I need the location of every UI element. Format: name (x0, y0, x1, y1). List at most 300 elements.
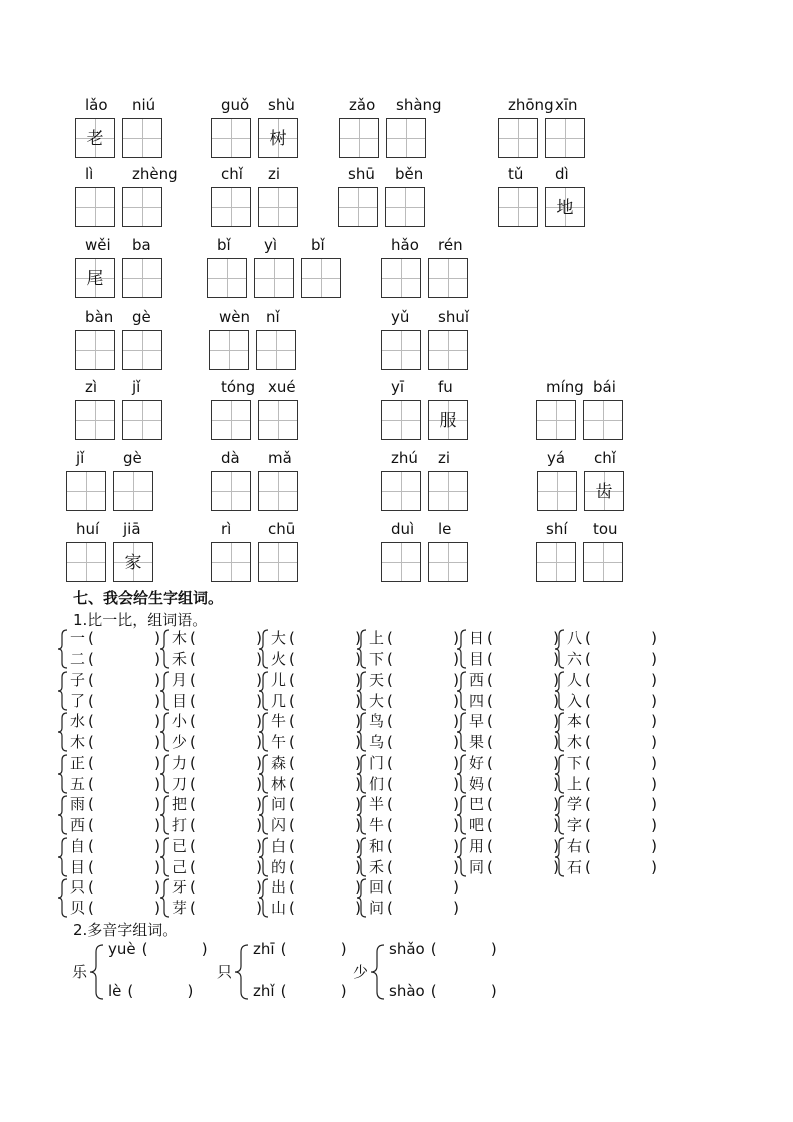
pair-character: 果 (469, 733, 485, 751)
box-character (302, 259, 340, 297)
pinyin-label: shuǐ (438, 308, 469, 326)
char-pair (567, 711, 659, 753)
pair-character: 午 (271, 733, 287, 751)
paren-open: ( (585, 691, 591, 710)
char-pair (70, 670, 162, 712)
paren-close: ) (340, 982, 347, 1000)
box-character: 家 (124, 553, 142, 573)
paren-close: ) (553, 650, 559, 668)
tian-zi-ge-box[interactable] (122, 118, 162, 158)
paren-close: ) (453, 899, 459, 917)
char-pair (369, 628, 461, 670)
pair-line (70, 898, 160, 919)
pair-line (369, 649, 459, 670)
pair-line (369, 857, 459, 878)
pinyin-label: rì (221, 520, 232, 538)
paren-close: ) (355, 733, 361, 751)
char-pair (567, 628, 659, 670)
tian-zi-ge-box[interactable] (536, 400, 576, 440)
pair-line (469, 815, 559, 836)
paren-open: ( (585, 733, 591, 751)
tian-zi-ge-box[interactable] (75, 258, 115, 298)
paren-close: ) (256, 836, 262, 855)
paren-open: ( (88, 857, 94, 876)
paren-open: ( (190, 629, 196, 647)
pair-character: 只 (70, 878, 86, 896)
pair-line (271, 794, 361, 815)
box-character (537, 401, 575, 439)
pinyin-label: shū (348, 165, 375, 183)
paren-open: ( (88, 816, 94, 834)
paren-close: ) (453, 795, 459, 813)
pair-line (70, 691, 160, 712)
tian-zi-ge-box[interactable] (545, 187, 585, 227)
paren-open: ( (88, 650, 94, 668)
tian-zi-ge-box[interactable] (258, 542, 298, 582)
pair-line (369, 628, 459, 649)
paren-open: ( (289, 753, 295, 772)
word-answer-slot[interactable] (127, 982, 193, 1000)
polyphone-character: 少 (353, 963, 369, 981)
pair-character: 水 (70, 712, 86, 730)
part1-title: 1.比一比，组词语。 (73, 611, 208, 629)
paren-close: ) (651, 753, 657, 772)
brace-icon (457, 754, 467, 794)
tian-zi-ge-box[interactable] (258, 471, 298, 511)
box-character (584, 543, 622, 581)
brace-icon (90, 944, 104, 1004)
brace-icon (457, 837, 467, 877)
pair-line (172, 898, 262, 919)
paren-open: ( (387, 878, 393, 896)
tian-zi-ge-box[interactable] (75, 118, 115, 158)
paren-open: ( (487, 774, 493, 793)
box-character (429, 472, 467, 510)
pinyin-label: yǔ (391, 308, 410, 326)
char-pair (369, 670, 461, 712)
pair-line (369, 774, 459, 795)
tian-zi-ge-box[interactable] (338, 187, 378, 227)
pair-line (271, 711, 361, 732)
brace-icon (160, 837, 170, 877)
tian-zi-ge-box[interactable] (211, 400, 251, 440)
pinyin-label: tǔ (508, 165, 524, 183)
paren-open: ( (190, 857, 196, 876)
paren-close: ) (651, 795, 657, 813)
polyphone-reading-line (253, 982, 347, 1000)
brace-icon (58, 878, 68, 918)
paren-open: ( (585, 629, 591, 647)
word-answer-slot[interactable] (431, 940, 497, 958)
paren-open: ( (387, 629, 393, 647)
char-pair (271, 836, 363, 878)
pinyin-label: duì (391, 520, 415, 538)
paren-close: ) (355, 774, 361, 793)
reading-pinyin: shào (389, 982, 425, 1000)
pair-character: 月 (172, 670, 188, 689)
pair-character: 禾 (172, 650, 188, 668)
pair-character: 目 (469, 650, 485, 668)
pair-character: 白 (271, 836, 287, 855)
pair-character: 下 (567, 753, 583, 772)
paren-open: ( (430, 982, 437, 1000)
char-pair (369, 836, 461, 878)
tian-zi-ge-box[interactable] (75, 187, 115, 227)
tian-zi-ge-box[interactable] (254, 258, 294, 298)
word-answer-slot[interactable] (281, 982, 347, 1000)
tian-zi-ge-box[interactable] (428, 258, 468, 298)
pinyin-label: ba (132, 236, 151, 254)
paren-open: ( (289, 836, 295, 855)
tian-zi-ge-box[interactable] (122, 258, 162, 298)
box-character (255, 259, 293, 297)
pair-character: 力 (172, 753, 188, 772)
pair-line (172, 711, 262, 732)
box-character: 地 (556, 198, 574, 218)
paren-close: ) (553, 712, 559, 730)
char-pair (172, 670, 264, 712)
paren-open: ( (88, 691, 94, 710)
char-pair (567, 753, 659, 795)
pinyin-label: zi (268, 165, 281, 183)
paren-close: ) (651, 857, 657, 876)
paren-open: ( (289, 712, 295, 730)
pinyin-label: guǒ (221, 96, 250, 114)
polyphone-character: 只 (217, 963, 233, 981)
pinyin-label: míng (546, 378, 584, 396)
pair-character: 雨 (70, 795, 86, 813)
pair-character: 闪 (271, 816, 287, 834)
box-character (340, 119, 378, 157)
tian-zi-ge-box[interactable] (258, 187, 298, 227)
pair-character: 山 (271, 899, 287, 917)
pinyin-label: bái (593, 378, 616, 396)
paren-open: ( (190, 650, 196, 668)
paren-open: ( (190, 836, 196, 855)
pair-line (271, 898, 361, 919)
paren-open: ( (88, 878, 94, 896)
pair-character: 回 (369, 878, 385, 896)
pair-character: 日 (469, 629, 485, 647)
char-pair (369, 711, 461, 753)
box-character (123, 188, 161, 226)
paren-close: ) (154, 629, 160, 647)
pair-line (369, 753, 459, 774)
tian-zi-ge-box[interactable] (258, 400, 298, 440)
paren-close: ) (154, 899, 160, 917)
tian-zi-ge-box[interactable] (381, 542, 421, 582)
tian-zi-ge-box[interactable] (428, 400, 468, 440)
tian-zi-ge-box[interactable] (122, 187, 162, 227)
tian-zi-ge-box[interactable] (428, 330, 468, 370)
paren-close: ) (553, 795, 559, 813)
char-pair (172, 628, 264, 670)
paren-close: ) (154, 712, 160, 730)
paren-close: ) (453, 733, 459, 751)
pinyin-label: shí (546, 520, 568, 538)
paren-close: ) (453, 816, 459, 834)
brace-icon (357, 629, 367, 669)
tian-zi-ge-box[interactable] (428, 542, 468, 582)
tian-zi-ge-box[interactable] (545, 118, 585, 158)
char-pair (469, 753, 561, 795)
pair-character: 早 (469, 712, 485, 730)
brace-icon (357, 712, 367, 752)
pair-line (271, 836, 361, 857)
pair-character: 已 (172, 836, 188, 855)
paren-close: ) (651, 629, 657, 647)
char-pair (70, 836, 162, 878)
pair-line (172, 753, 262, 774)
tian-zi-ge-box[interactable] (211, 118, 251, 158)
tian-zi-ge-box[interactable] (258, 118, 298, 158)
paren-close: ) (453, 836, 459, 855)
char-pair (369, 753, 461, 795)
pair-line (469, 711, 559, 732)
word-answer-slot[interactable] (431, 982, 497, 1000)
pinyin-label: wěi (85, 236, 111, 254)
pair-line (567, 794, 657, 815)
pair-line (469, 732, 559, 753)
brace-icon (555, 795, 565, 835)
box-character: 树 (269, 129, 287, 149)
pair-character: 子 (70, 670, 86, 689)
tian-zi-ge-box[interactable] (113, 542, 153, 582)
pair-line (469, 774, 559, 795)
char-pair (469, 794, 561, 836)
tian-zi-ge-box[interactable] (211, 542, 251, 582)
paren-open: ( (387, 774, 393, 793)
paren-open: ( (387, 857, 393, 876)
pair-line (271, 774, 361, 795)
paren-open: ( (487, 816, 493, 834)
char-pair (172, 877, 264, 919)
paren-close: ) (355, 857, 361, 876)
paren-open: ( (88, 670, 94, 689)
pair-character: 出 (271, 878, 287, 896)
tian-zi-ge-box[interactable] (211, 187, 251, 227)
tian-zi-ge-box[interactable] (498, 118, 538, 158)
paren-close: ) (553, 836, 559, 855)
word-answer-slot[interactable] (142, 940, 208, 958)
tian-zi-ge-box[interactable] (386, 118, 426, 158)
box-character: 尾 (86, 269, 104, 289)
pair-line (172, 691, 262, 712)
pair-character: 本 (567, 712, 583, 730)
tian-zi-ge-box[interactable] (122, 400, 162, 440)
pair-character: 八 (567, 629, 583, 647)
pinyin-label: lì (85, 165, 94, 183)
paren-close: ) (490, 940, 497, 958)
paren-open: ( (487, 712, 493, 730)
pinyin-label: shù (268, 96, 295, 114)
tian-zi-ge-box[interactable] (66, 471, 106, 511)
paren-open: ( (585, 836, 591, 855)
word-answer-slot[interactable] (281, 940, 347, 958)
paren-open: ( (88, 774, 94, 793)
box-character (499, 119, 537, 157)
pair-line (172, 628, 262, 649)
paren-close: ) (553, 691, 559, 710)
box-character (76, 331, 114, 369)
brace-icon (58, 712, 68, 752)
paren-open: ( (289, 629, 295, 647)
tian-zi-ge-box[interactable] (301, 258, 341, 298)
tian-zi-ge-box[interactable] (256, 330, 296, 370)
paren-open: ( (190, 795, 196, 813)
pair-character: 禾 (369, 857, 385, 876)
paren-close: ) (154, 795, 160, 813)
box-character (212, 119, 250, 157)
paren-open: ( (190, 878, 196, 896)
tian-zi-ge-box[interactable] (209, 330, 249, 370)
tian-zi-ge-box[interactable] (207, 258, 247, 298)
pair-line (70, 628, 160, 649)
char-pair (567, 794, 659, 836)
paren-close: ) (256, 629, 262, 647)
pinyin-label: tou (593, 520, 618, 538)
pair-line (271, 877, 361, 898)
tian-zi-ge-box[interactable] (584, 471, 624, 511)
tian-zi-ge-box[interactable] (381, 400, 421, 440)
pair-line (70, 857, 160, 878)
paren-close: ) (355, 836, 361, 855)
paren-close: ) (453, 774, 459, 793)
pinyin-label: yá (547, 449, 566, 467)
char-pair (172, 794, 264, 836)
tian-zi-ge-box[interactable] (113, 471, 153, 511)
paren-open: ( (190, 753, 196, 772)
box-character (538, 472, 576, 510)
paren-open: ( (289, 691, 295, 710)
tian-zi-ge-box[interactable] (498, 187, 538, 227)
paren-open: ( (387, 691, 393, 710)
tian-zi-ge-box[interactable] (381, 258, 421, 298)
paren-open: ( (190, 816, 196, 834)
pair-character: 火 (271, 650, 287, 668)
tian-zi-ge-box[interactable] (385, 187, 425, 227)
char-pair (469, 836, 561, 878)
pair-character: 林 (271, 774, 287, 793)
pair-character: 牛 (271, 712, 287, 730)
pair-line (567, 649, 657, 670)
brace-icon (555, 671, 565, 711)
tian-zi-ge-box[interactable] (339, 118, 379, 158)
pinyin-label: bàn (85, 308, 114, 326)
paren-close: ) (453, 629, 459, 647)
pinyin-label: dà (221, 449, 240, 467)
paren-open: ( (190, 670, 196, 689)
brace-icon (58, 837, 68, 877)
brace-icon (259, 754, 269, 794)
tian-zi-ge-box[interactable] (381, 471, 421, 511)
paren-close: ) (256, 670, 262, 689)
paren-open: ( (387, 899, 393, 917)
pair-character: 巴 (469, 795, 485, 813)
paren-close: ) (651, 774, 657, 793)
pair-line (369, 711, 459, 732)
tian-zi-ge-box[interactable] (75, 330, 115, 370)
box-character (208, 259, 246, 297)
paren-open: ( (487, 670, 493, 689)
pair-character: 问 (369, 899, 385, 917)
pinyin-label: fu (438, 378, 453, 396)
brace-icon (457, 629, 467, 669)
pinyin-label: niú (132, 96, 156, 114)
pair-character: 儿 (271, 670, 287, 689)
brace-icon (160, 795, 170, 835)
tian-zi-ge-box[interactable] (428, 471, 468, 511)
pair-line (172, 794, 262, 815)
brace-icon (259, 837, 269, 877)
pinyin-label: yì (264, 236, 278, 254)
tian-zi-ge-box[interactable] (66, 542, 106, 582)
tian-zi-ge-box[interactable] (211, 471, 251, 511)
pair-character: 字 (567, 816, 583, 834)
pair-character: 乌 (369, 733, 385, 751)
paren-close: ) (355, 878, 361, 896)
paren-close: ) (154, 670, 160, 689)
tian-zi-ge-box[interactable] (381, 330, 421, 370)
char-pair (567, 670, 659, 712)
tian-zi-ge-box[interactable] (122, 330, 162, 370)
paren-open: ( (387, 816, 393, 834)
box-character (537, 543, 575, 581)
pair-line (70, 877, 160, 898)
polyphone-reading-line (108, 982, 193, 1000)
paren-open: ( (88, 733, 94, 751)
char-pair (469, 711, 561, 753)
tian-zi-ge-box[interactable] (536, 542, 576, 582)
paren-close: ) (256, 733, 262, 751)
paren-close: ) (154, 774, 160, 793)
paren-open: ( (289, 670, 295, 689)
box-character (212, 543, 250, 581)
pair-line (469, 649, 559, 670)
paren-close: ) (553, 733, 559, 751)
paren-open: ( (585, 774, 591, 793)
tian-zi-ge-box[interactable] (583, 542, 623, 582)
paren-open: ( (387, 670, 393, 689)
polyphone-reading-line (389, 940, 497, 958)
box-character (123, 119, 161, 157)
pair-character: 学 (567, 795, 583, 813)
pair-character: 二 (70, 650, 86, 668)
tian-zi-ge-box[interactable] (75, 400, 115, 440)
pair-character: 正 (70, 753, 86, 772)
brace-icon (160, 629, 170, 669)
pair-line (172, 774, 262, 795)
paren-close: ) (453, 857, 459, 876)
pinyin-label: zhú (391, 449, 418, 467)
pair-character: 的 (271, 857, 287, 876)
pinyin-label: hǎo (391, 236, 419, 254)
paren-close: ) (355, 670, 361, 689)
polyphone-character: 乐 (72, 963, 88, 981)
paren-open: ( (289, 774, 295, 793)
pair-line (567, 711, 657, 732)
tian-zi-ge-box[interactable] (583, 400, 623, 440)
pinyin-label: yī (391, 378, 405, 396)
brace-icon (160, 878, 170, 918)
box-character (210, 331, 248, 369)
brace-icon (555, 712, 565, 752)
brace-icon (160, 712, 170, 752)
brace-icon (457, 712, 467, 752)
paren-open: ( (387, 733, 393, 751)
tian-zi-ge-box[interactable] (537, 471, 577, 511)
reading-pinyin: lè (108, 982, 122, 1000)
